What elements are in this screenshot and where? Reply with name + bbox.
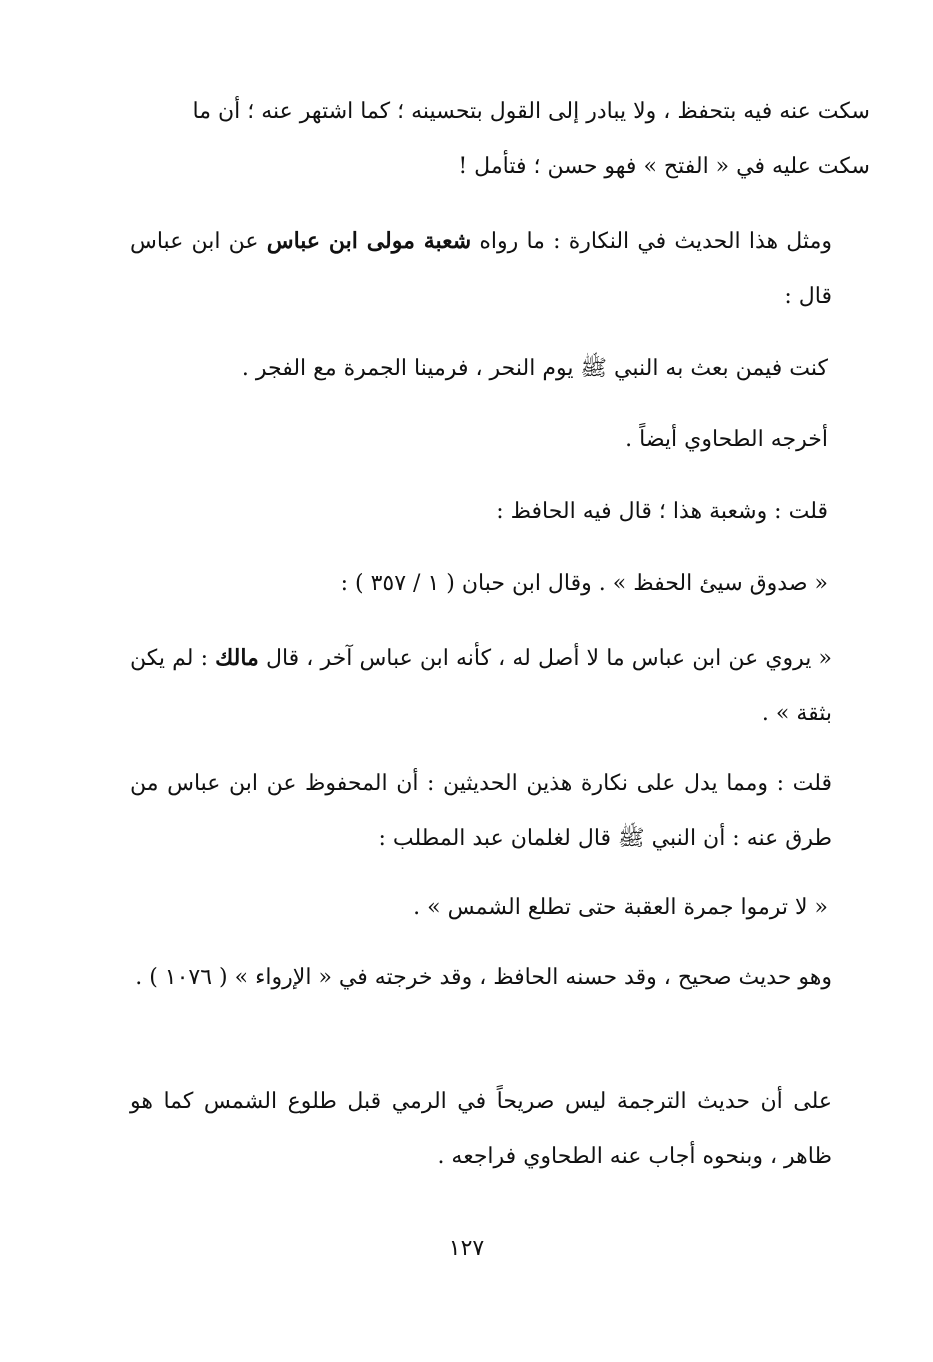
paragraph-7-prefix: « يروي عن ابن عباس ما لا أصل له ، كأنه ابن عباس آخر ، قال [258,646,832,671]
paragraph-1-line-1: سكت عنه فيه بتحفظ ، ولا يبادر إلى القول بتحسينه ؛ كما اشتهر عنه ؛ أن ما [192,99,870,124]
paragraph-2-suffix: عن ابن عباس قال : [130,229,832,309]
paragraph-1-line-2: سكت عليه في « الفتح » فهو حسن ؛ فتأمل ! [458,154,870,179]
paragraph-11: على أن حديث الترجمة ليس صريحاً في الرمي قبل طلوع الشمس كما هو ظاهر ، وبنحوه أجاب عنه الطحاوي فراجعه . [130,1089,832,1169]
paragraph-9-hadith: « لا ترموا جمرة العقبة حتى تطلع الشمس » . [413,895,828,920]
narrator-name: شعبة مولى ابن عباس [266,228,472,254]
paragraph-1 [130,84,870,194]
paragraph-7-suffix: : لم يكن بثقة » . [130,646,832,726]
narrator-malik: مالك [215,645,259,671]
page-number: ١٢٧ [448,1236,485,1261]
paragraph-4: أخرجه الطحاوي أيضاً . [625,427,828,452]
paragraph-6-quote: « صدوق سيئ الحفظ » . وقال ابن حبان ( ١ / ٣٥٧ ) : [340,571,828,596]
paragraph-8: قلت : ومما يدل على نكارة هذين الحديثين : أن المحفوظ عن ابن عباس من طرق عنه : أن النبي ﷺ قال لغلمان عبد المطلب : [130,771,832,851]
paragraph-2-prefix: ومثل هذا الحديث في النكارة : ما رواه [471,229,832,254]
paragraph-3-hadith: كنت فيمن بعث به النبي ﷺ يوم النحر ، فرمينا الجمرة مع الفجر . [241,356,828,381]
paragraph-2 [130,214,870,324]
paragraph-10: وهو حديث صحيح ، وقد حسنه الحافظ ، وقد خرجته في « الإرواء » ( ١٠٧٦ ) . [135,965,832,990]
paragraph-7-quote [130,631,870,741]
paragraph-5: قلت : وشعبة هذا ؛ قال فيه الحافظ : [496,499,828,524]
